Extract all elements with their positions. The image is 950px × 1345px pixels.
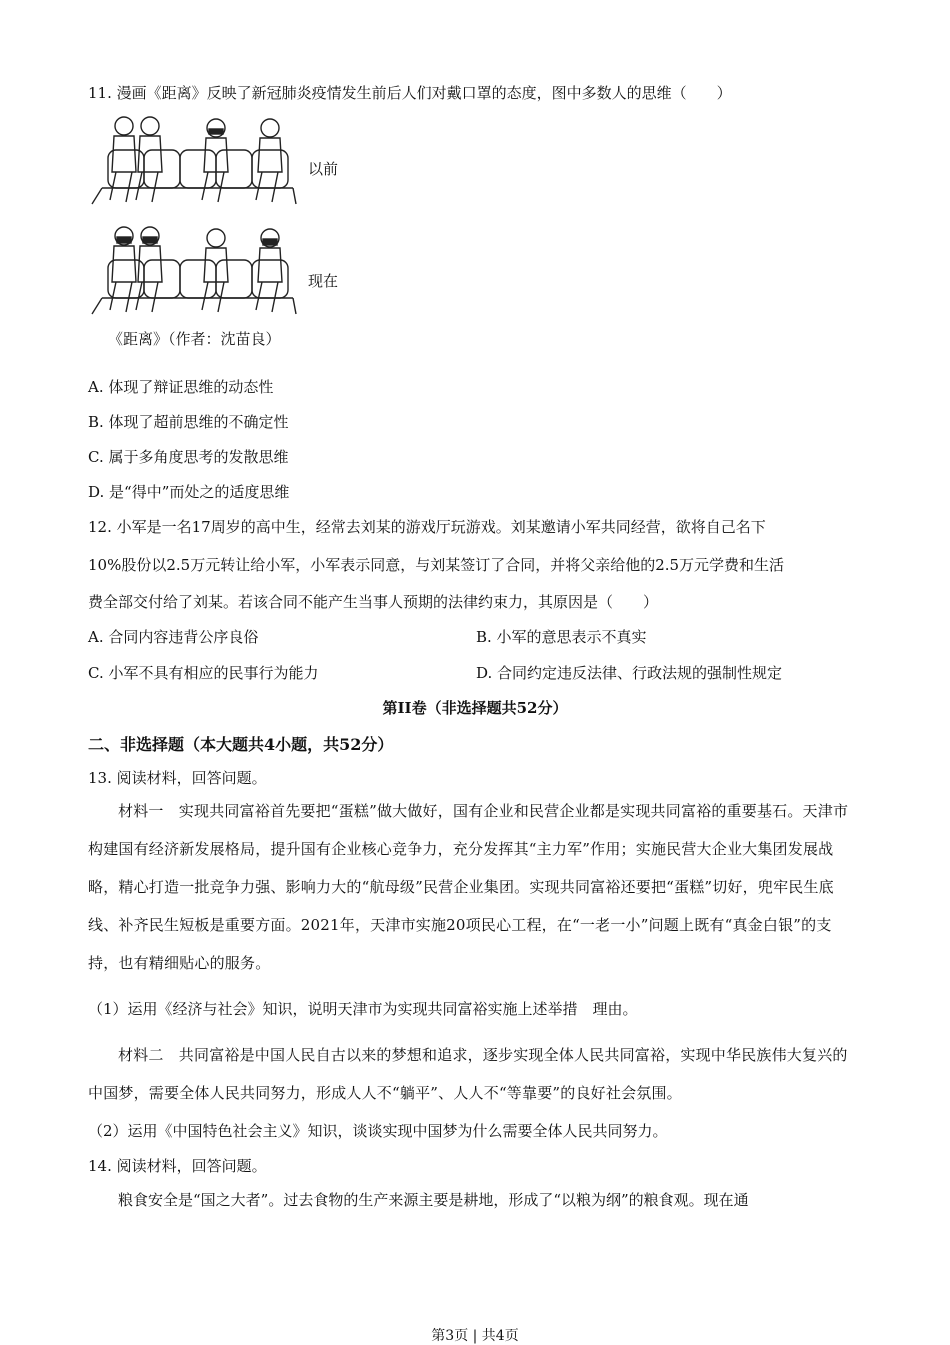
q13-material-1: 材料一 实现共同富裕首先要把“蛋糕”做大做好，国有企业和民营企业都是实现共同富裕的重要基石。天津市构建国有经济新发展格局，提升国有企业核心竞争力，充分发挥其“主力军”作用；实施民营大企业大集团发展战略，精心打造一批竞争力强、影响力大的“航母级”民营企业集团。实现共同富裕还要把“蛋糕”切好，兜牢民生底线、补齐民生短板是重要方面。2021年，天津市实施20项民心工程，在“一老一小”问题上既有“真金白银”的支持，也有精细贴心的服务。 (88, 802, 849, 972)
comic-now-image (88, 222, 298, 322)
volume-title: 第II卷（非选择题共52分） (382, 699, 568, 717)
q11-option-c: C. 属于多角度思考的发散思维 (88, 448, 289, 466)
q11-stem: 11. 漫画《距离》反映了新冠肺炎疫情发生前后人们对戴口罩的态度，图中多数人的思维（ ） (88, 84, 732, 102)
label-before: 以前 (308, 160, 339, 178)
q12-option-b: B. 小军的意思表示不真实 (476, 628, 647, 646)
q13-stem: 13. 阅读材料，回答问题。 (88, 769, 267, 787)
comic-caption: 《距离》（作者：沈苗良） (108, 330, 281, 348)
q12-line-3: 费全部交付给了刘某。若该合同不能产生当事人预期的法律约束力，其原因是（ ） (88, 593, 659, 611)
part-title: 二、非选择题（本大题共4小题，共52分） (88, 735, 394, 754)
q12-line-2: 10%股份以2.5万元转让给小军，小军表示同意，与刘某签订了合同，并将父亲给他的2.5万元学费和生活 (88, 556, 785, 574)
q12-option-c: C. 小军不具有相应的民事行为能力 (88, 664, 319, 682)
q11-option-a: A. 体现了辩证思维的动态性 (88, 378, 274, 396)
q14-stem: 14. 阅读材料，回答问题。 (88, 1157, 267, 1175)
q14-material: 粮食安全是“国之大者”。过去食物的生产来源主要是耕地，形成了“以粮为纲”的粮食观。现在通 (118, 1191, 749, 1209)
label-now: 现在 (308, 272, 339, 290)
q11-option-d: D. 是“得中”而处之的适度思维 (88, 483, 290, 501)
comic-before-image (88, 112, 298, 212)
q13-subquestion-2: （2）运用《中国特色社会主义》知识，谈谈实现中国梦为什么需要全体人民共同努力。 (88, 1122, 668, 1140)
q13-material-2: 材料二 共同富裕是中国人民自古以来的梦想和追求，逐步实现全体人民共同富裕，实现中华民族伟大复兴的中国梦，需要全体人民共同努力，形成人人不“躺平”、人人不“等靠要”的良好社会氛围。 (88, 1046, 848, 1102)
q13-subquestion-1: （1）运用《经济与社会》知识，说明天津市为实现共同富裕实施上述举措 理由。 (88, 1000, 638, 1018)
q12-line-1: 12. 小军是一名17周岁的高中生，经常去刘某的游戏厅玩游戏。刘某邀请小军共同经营，欲将自己名下 (88, 518, 766, 536)
q11-option-b: B. 体现了超前思维的不确定性 (88, 413, 289, 431)
q12-option-d: D. 合同约定违反法律、行政法规的强制性规定 (476, 664, 783, 682)
q12-option-a: A. 合同内容违背公序良俗 (88, 628, 259, 646)
page-footer: 第3页 | 共4页 (431, 1328, 519, 1344)
